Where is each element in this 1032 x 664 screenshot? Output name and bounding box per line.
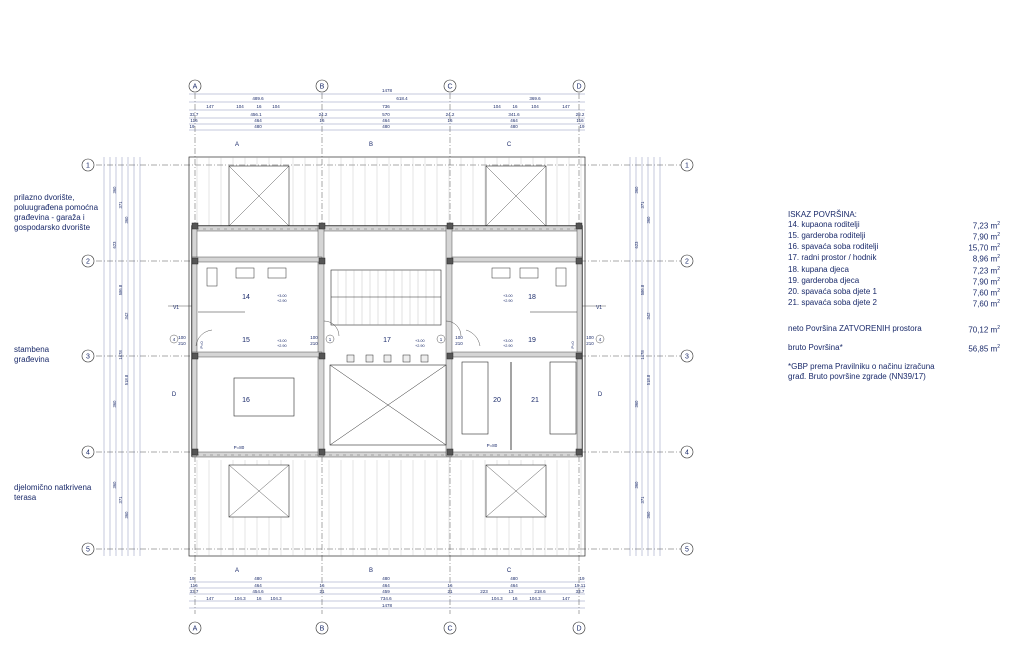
dim-bottom: 464: [510, 583, 518, 588]
dim-top: 28.2: [575, 112, 585, 117]
floor-level-note: P=0: [199, 341, 204, 349]
legend-item-label: 14. kupaona roditelji: [788, 219, 860, 229]
section-mark-v1: V1: [172, 305, 180, 311]
grid-bubble-label: B: [319, 83, 325, 91]
column-post: [447, 223, 453, 229]
dim-side-right: 371: [640, 201, 645, 209]
column-post: [192, 449, 198, 455]
legend-item-label: 21. spavaća soba djete 2: [788, 298, 877, 308]
dim-top: 489.6: [252, 96, 264, 101]
legend-bruto-row: [788, 343, 1000, 354]
room-number: 19: [528, 337, 536, 344]
dim-side-right: 360: [634, 186, 639, 194]
legend-item: [788, 298, 1000, 309]
dim-side-left: 1478: [118, 350, 123, 360]
door-size-note: 100: [455, 335, 463, 340]
column-post: [447, 258, 453, 264]
dim-side-right: 371: [640, 496, 645, 504]
dim-side-left: 371: [118, 201, 123, 209]
dim-bottom: 16: [447, 583, 453, 588]
dim-top: 464: [254, 118, 262, 123]
dim-bottom: 13: [508, 589, 514, 594]
dim-bottom: 480: [254, 576, 262, 581]
legend-item: [788, 265, 1000, 276]
dim-top: 19: [579, 124, 585, 129]
dim-top: 104: [236, 104, 244, 109]
legend-item-label: 18. kupana djeca: [788, 264, 849, 274]
level-note: +3.00: [503, 339, 513, 343]
section-mark-b: B: [368, 142, 374, 148]
grid-bubble-label: 3: [86, 353, 90, 361]
dim-side-right: 360: [646, 216, 651, 224]
dim-side-left: 518.8: [124, 374, 129, 386]
grid-bubble-label: D: [576, 625, 582, 633]
column-post: [319, 353, 325, 359]
wall-segment: [192, 257, 322, 262]
dim-side-left: 360: [112, 186, 117, 194]
legend-title: ISKAZ POVRŠINA:: [788, 210, 857, 219]
dim-top: 480: [254, 124, 262, 129]
dim-side-right: 1478: [640, 350, 645, 360]
dim-top: 618.4: [396, 96, 408, 101]
dim-top: 19: [189, 124, 195, 129]
dim-bottom: 223: [480, 589, 488, 594]
section-mark-c: C: [506, 142, 512, 148]
legend-item-value: 7,60 $m^2$: [972, 288, 1000, 298]
room-number: 21: [531, 397, 539, 404]
grid-bubble-label: D: [576, 83, 582, 91]
room-number: 15: [242, 337, 250, 344]
dim-side-right: 360: [634, 481, 639, 489]
dim-top: 104: [493, 104, 501, 109]
wall-segment: [192, 352, 322, 357]
dim-bottom: 480: [510, 576, 518, 581]
dim-top: 16: [256, 104, 262, 109]
column-post: [576, 223, 582, 229]
level-note: +2.90: [277, 299, 287, 303]
dim-top: 24.2: [445, 112, 455, 117]
dim-side-right: 586.8: [640, 284, 645, 296]
dim-side-left: 586.8: [118, 284, 123, 296]
grid-bubble-label: 5: [86, 546, 90, 554]
level-note: +2.90: [503, 344, 513, 348]
dim-bottom: 16: [256, 596, 262, 601]
dim-bottom: 21: [447, 589, 453, 594]
dim-side-right: 360: [634, 400, 639, 408]
level-note: +3.00: [277, 339, 287, 343]
legend-neto-value: 70,12 $m^2$: [968, 324, 1000, 335]
legend-item-value: 7,23 $m^2$: [972, 265, 1000, 276]
legend-neto-row: [788, 324, 1000, 335]
floor-level-note: P=0: [570, 341, 575, 349]
column-post: [319, 449, 325, 455]
legend-item-label: 15. garderoba roditelji: [788, 230, 866, 240]
dim-side-right: 342: [646, 312, 651, 320]
dim-top: 480: [510, 124, 518, 129]
washbasin: [520, 268, 538, 278]
level-note: +3.00: [415, 339, 425, 343]
level-note: +2.90: [277, 344, 287, 348]
grid-bubble-label: 5: [685, 546, 689, 554]
light-fixture: [366, 355, 373, 362]
dim-bottom: 147: [206, 596, 214, 601]
column-post: [576, 353, 582, 359]
section-mark-a: A: [234, 568, 240, 574]
grid-bubble-label: A: [192, 625, 198, 633]
dim-bottom: 464: [382, 583, 390, 588]
grid-bubble-label: A: [192, 83, 198, 91]
legend-item: [788, 242, 1000, 253]
section-mark-d: D: [597, 392, 603, 398]
legend-item: [788, 220, 1000, 231]
dim-side-left: 342: [124, 312, 129, 320]
grid-bubble-label: 1: [86, 162, 90, 170]
legend-item-value: 7,90 $m^2$: [972, 276, 1000, 287]
zone-label-residential: stambena građevina: [14, 345, 50, 364]
wall-segment: [192, 452, 582, 457]
room-number: 18: [528, 294, 536, 301]
dim-bottom: 104.3: [491, 596, 503, 601]
column-post: [447, 353, 453, 359]
dim-side-left: 360: [112, 400, 117, 408]
wall-segment: [452, 257, 582, 262]
dim-bottom: 104.3: [270, 596, 282, 601]
dim-bottom: 147: [562, 596, 570, 601]
door-size-note: 210: [310, 341, 318, 346]
dim-bottom: 459: [382, 589, 390, 594]
area-legend: [788, 210, 1000, 381]
zone-label-terrace: djelomično natkrivena terasa: [14, 483, 92, 502]
legend-item-label: 19. garderoba djeca: [788, 275, 860, 285]
toilet: [556, 268, 566, 286]
dim-bottom: 21: [319, 589, 325, 594]
door-size-note: 100: [178, 335, 186, 340]
dim-top: 116: [190, 118, 198, 123]
dim-side-right: 518.8: [646, 374, 651, 386]
floor-level-note: P=80: [486, 443, 498, 448]
dim-side-left: 360: [124, 511, 129, 519]
dim-bottom: 218.6: [534, 589, 546, 594]
dim-top: 480: [382, 124, 390, 129]
dim-bottom: 33.7: [189, 589, 199, 594]
dim-top: 456.1: [250, 112, 262, 117]
dim-bottom: 454.6: [252, 589, 264, 594]
washbasin: [268, 268, 286, 278]
level-note: +2.90: [503, 299, 513, 303]
level-note: +2.90: [415, 344, 425, 348]
dim-bottom: 33.7: [575, 589, 585, 594]
dim-top: 33.7: [189, 112, 199, 117]
bed-single: [550, 362, 576, 434]
dim-side-right: 360: [646, 511, 651, 519]
dim-bottom: 104.3: [234, 596, 246, 601]
wall-segment: [452, 352, 582, 357]
dim-top-total: 1478: [381, 88, 393, 93]
column-post: [192, 353, 198, 359]
door-size-note: 210: [586, 341, 594, 346]
door-tag-number: 1: [439, 337, 443, 342]
dim-top: 464: [510, 118, 518, 123]
washbasin: [236, 268, 254, 278]
grid-bubble-label: 2: [685, 258, 689, 266]
dim-bottom-total: 1478: [381, 603, 393, 608]
column-post: [447, 449, 453, 455]
level-note: +3.00: [277, 294, 287, 298]
dim-bottom: 464: [254, 583, 262, 588]
grid-bubble-label: 1: [685, 162, 689, 170]
legend-item: [788, 287, 1000, 298]
dim-top: 24.2: [318, 112, 328, 117]
door-size-note: 210: [455, 341, 463, 346]
dim-side-left: 360: [112, 481, 117, 489]
grid-bubble-label: 3: [685, 353, 689, 361]
dim-bottom: 19: [579, 576, 585, 581]
plan-geometry: [96, 93, 681, 614]
dim-top: 116: [576, 118, 584, 123]
door-tag-number: 1: [328, 337, 332, 342]
dim-top: 16: [319, 118, 325, 123]
dim-top: 16: [447, 118, 453, 123]
floor-level-note: P=80: [233, 445, 245, 450]
legend-items: [788, 220, 1000, 310]
grid-bubble-label: 2: [86, 258, 90, 266]
column-post: [192, 258, 198, 264]
door-size-note: 100: [586, 335, 594, 340]
light-fixture: [421, 355, 428, 362]
section-mark-v1: V1: [595, 305, 603, 311]
legend-item: [788, 253, 1000, 264]
dim-top: 147: [562, 104, 570, 109]
dim-top: 341.6: [508, 112, 520, 117]
dim-side-left: 371: [118, 496, 123, 504]
legend-item-label: 17. radni prostor / hodnik: [788, 253, 877, 263]
column-post: [319, 223, 325, 229]
toilet: [207, 268, 217, 286]
section-mark-a: A: [234, 142, 240, 148]
door-tag-number: 4: [598, 337, 602, 342]
legend-item-label: 20. spavaća soba djete 1: [788, 287, 877, 297]
dim-bottom: 19: [189, 576, 195, 581]
column-post: [319, 258, 325, 264]
dim-side-right: 623: [634, 241, 639, 249]
dim-bottom: 734.6: [380, 596, 392, 601]
dim-side-left: 623: [112, 241, 117, 249]
room-number: 20: [493, 397, 501, 404]
room-number: 14: [242, 294, 250, 301]
light-fixture: [384, 355, 391, 362]
dim-bottom: 116: [190, 583, 198, 588]
dim-side-left: 360: [124, 216, 129, 224]
dim-top: 464: [382, 118, 390, 123]
room-number: 17: [383, 337, 391, 344]
section-mark-b: B: [368, 568, 374, 574]
grid-bubble-label: C: [447, 83, 453, 91]
dim-bottom: 16: [319, 583, 325, 588]
legend-footnote: *GBP prema Pravilniku o načinu izračuna građ. Bruto površine zgrade (NN39/17): [788, 362, 935, 381]
legend-item-value: 15,70 $m^2$: [968, 243, 1000, 253]
level-note: +3.00: [503, 294, 513, 298]
legend-item: [788, 276, 1000, 287]
door-size-note: 100: [310, 335, 318, 340]
grid-bubble-label: 4: [86, 449, 90, 457]
section-mark-d: D: [171, 392, 177, 398]
dim-bottom: 480: [382, 576, 390, 581]
dim-bottom: 104.3: [529, 596, 541, 601]
legend-item-value: 8,96 $m^2$: [972, 254, 1000, 264]
dim-top: 570: [382, 112, 390, 117]
dim-top: 736: [382, 104, 390, 109]
bed-single: [462, 362, 488, 434]
legend-item: [788, 231, 1000, 242]
light-fixture: [403, 355, 410, 362]
light-fixture: [347, 355, 354, 362]
legend-item-value: 7,90 $m^2$: [972, 231, 1000, 242]
dim-top: 104: [272, 104, 280, 109]
legend-bruto-value: 56,85 $m^2$: [968, 343, 1000, 354]
dim-top: 369.6: [529, 96, 541, 101]
door-size-note: 210: [178, 341, 186, 346]
dim-top: 104: [531, 104, 539, 109]
wall-segment: [192, 226, 582, 231]
grid-bubble-label: C: [447, 625, 453, 633]
legend-item-value: 7,60 $m^2$: [972, 299, 1000, 309]
dim-bottom: 16: [512, 596, 518, 601]
column-post: [192, 223, 198, 229]
grid-bubble-label: 4: [685, 449, 689, 457]
washbasin: [492, 268, 510, 278]
zone-label-courtyard: prilazno dvorište, poluugrađena pomoćna građevina - garaža i gospodarsko dvorište: [14, 193, 99, 232]
column-post: [576, 258, 582, 264]
grid-bubble-label: B: [319, 625, 325, 633]
dim-top: 16: [512, 104, 518, 109]
dim-top: 147: [206, 104, 214, 109]
legend-item-value: 7,23 $m^2$: [972, 220, 1000, 231]
section-mark-c: C: [506, 568, 512, 574]
legend-bruto-label: bruto Površina*: [788, 342, 843, 352]
legend-neto-label: neto Površina ZATVORENIH prostora: [788, 323, 922, 333]
legend-item-label: 16. spavaća soba roditelji: [788, 242, 879, 252]
column-post: [576, 449, 582, 455]
door-tag-number: 4: [172, 337, 176, 342]
room-number: 16: [242, 397, 250, 404]
dim-bottom: 19.11: [574, 583, 586, 588]
